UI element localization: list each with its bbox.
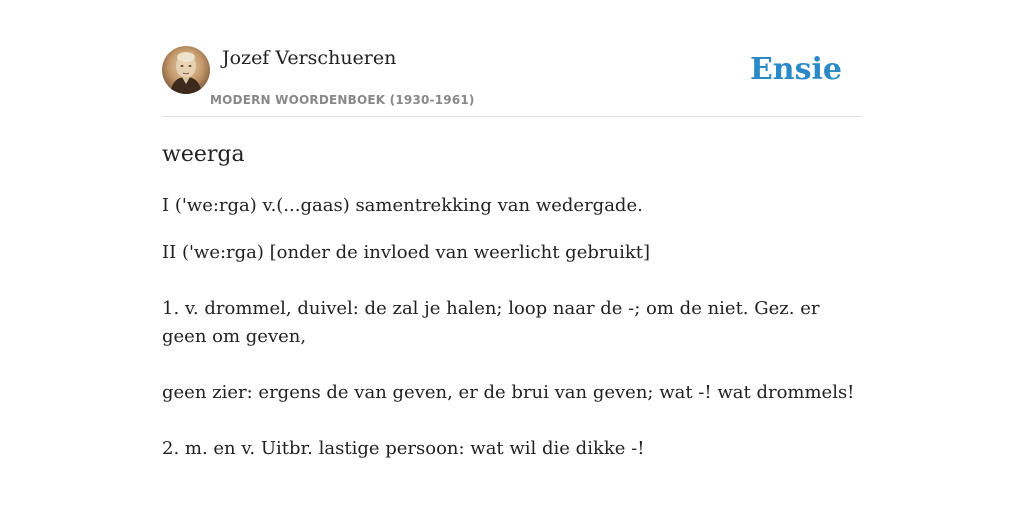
source-dictionary[interactable]: MODERN WOORDENBOEK (1930-1961) bbox=[210, 93, 475, 107]
definition-paragraph: geen zier: ergens de van geven, er de brui van geven; wat -! wat drommels! bbox=[162, 382, 855, 403]
author-name[interactable]: Jozef Verschueren bbox=[222, 47, 397, 69]
definition-paragraph: II ('we:rga) [onder de invloed van weerlicht gebruikt] bbox=[162, 242, 650, 263]
definition-paragraph: I ('we:rga) v.(...gaas) samentrekking van wedergade. bbox=[162, 195, 643, 216]
author-avatar[interactable] bbox=[162, 46, 210, 94]
entry-header bbox=[162, 46, 862, 117]
brand-logo[interactable]: Ensie bbox=[749, 52, 842, 87]
definition-paragraph: 1. v. drommel, duivel: de zal je halen; loop naar de -; om de niet. Gez. er geen om geven, bbox=[162, 298, 820, 347]
entry-definition bbox=[162, 192, 862, 463]
definition-paragraph: 2. m. en v. Uitbr. lastige persoon: wat wil die dikke -! bbox=[162, 438, 645, 459]
entry-headword: weerga bbox=[162, 142, 245, 167]
portrait-icon bbox=[162, 46, 210, 94]
